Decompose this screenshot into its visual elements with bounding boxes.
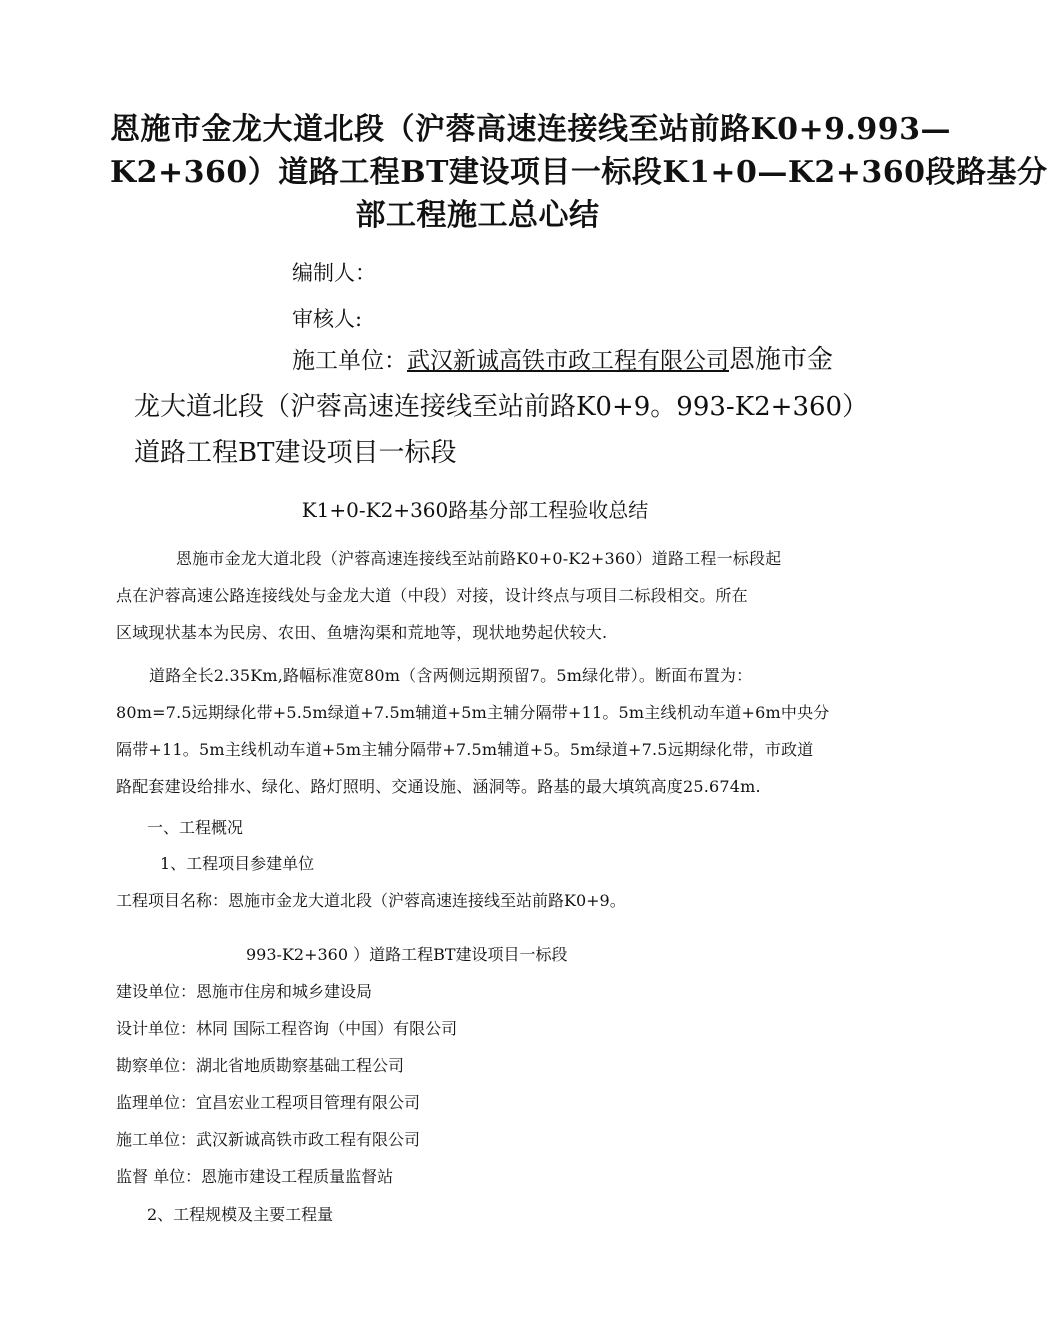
paragraph-line: 路配套建设给排水、绿化、路灯照明、交通设施、涵洞等。路基的最大填筑高度25.674m. [116, 777, 761, 796]
construction-unit-value: 武汉新诚高铁市政工程有限公司 [407, 348, 729, 374]
project-name-line-2: 993-K2+360 ）道路工程BT建设项目一标段 [246, 945, 568, 964]
section-subtitle: K1+0-K2+360路基分部工程验收总结 [301, 498, 649, 522]
paragraph-overview [116, 540, 836, 651]
title-line-1: 恩施市金龙大道北段（沪蓉高速连接线至站前路K0+9.993— [110, 112, 952, 147]
paragraph-line: 恩施市金龙大道北段（沪蓉高速连接线至站前路K0+0-K2+360）道路工程一标段起 [176, 549, 782, 568]
construction-unit-label: 施工单位： [292, 348, 407, 374]
paragraph-road-section [116, 657, 836, 805]
compiler-label: 编制人： [292, 261, 376, 285]
project-name-part-3: 道路工程BT建设项目一标段 [134, 438, 457, 468]
party-supervisor: 监理单位：宜昌宏业工程项目管理有限公司 [116, 1093, 421, 1112]
paragraph-line: 点在沪蓉高速公路连接线处与金龙大道（中段）对接，设计终点与项目二标段相交。所在 [116, 586, 748, 605]
construction-unit-line [292, 343, 833, 378]
project-name-part-2: 龙大道北段（沪蓉高速连接线至站前路K0+9。993-K2+360） [134, 392, 869, 422]
reviewer-label: 审核人: [292, 307, 363, 331]
title-line-3: 部工程施工总心结 [355, 198, 600, 233]
paragraph-line: 隔带+11。5m主线机动车道+5m主辅分隔带+7.5m辅道+5。5m绿道+7.5远期绿化带，市政道 [116, 740, 814, 759]
paragraph-line: 区域现状基本为民房、农田、鱼塘沟渠和荒地等，现状地势起伏较大. [116, 623, 608, 642]
party-construction-owner: 建设单位：恩施市住房和城乡建设局 [116, 982, 373, 1001]
subsection-heading-parties: 1、工程项目参建单位 [160, 854, 315, 873]
paragraph-line: 道路全长2.35Km,路幅标准宽80m（含两侧远期预留7。5m绿化带）。断面布置为： [149, 666, 753, 685]
party-surveyor: 勘察单位：湖北省地质勘察基础工程公司 [116, 1056, 405, 1075]
party-designer: 设计单位：林同 国际工程咨询（中国）有限公司 [116, 1019, 458, 1038]
party-contractor: 施工单位：武汉新诚高铁市政工程有限公司 [116, 1130, 421, 1149]
party-quality-station: 监督 单位：恩施市建设工程质量监督站 [116, 1167, 394, 1186]
subsection-heading-scale: 2、工程规模及主要工程量 [147, 1205, 334, 1224]
paragraph-line: 80m=7.5远期绿化带+5.5m绿道+7.5m辅道+5m主辅分隔带+11。5m主线机动车道+6m中央分 [116, 703, 830, 722]
project-name-part-1: 恩施市金 [729, 345, 834, 375]
title-line-2: K2+360）道路工程BT建设项目一标段K1+0—K2+360段路基分 [110, 155, 1048, 190]
document-title [110, 108, 1048, 237]
section-heading-overview: 一、工程概况 [147, 818, 244, 837]
project-name-line-1: 工程项目名称：恩施市金龙大道北段（沪蓉高速连接线至站前路K0+9。 [116, 891, 626, 910]
